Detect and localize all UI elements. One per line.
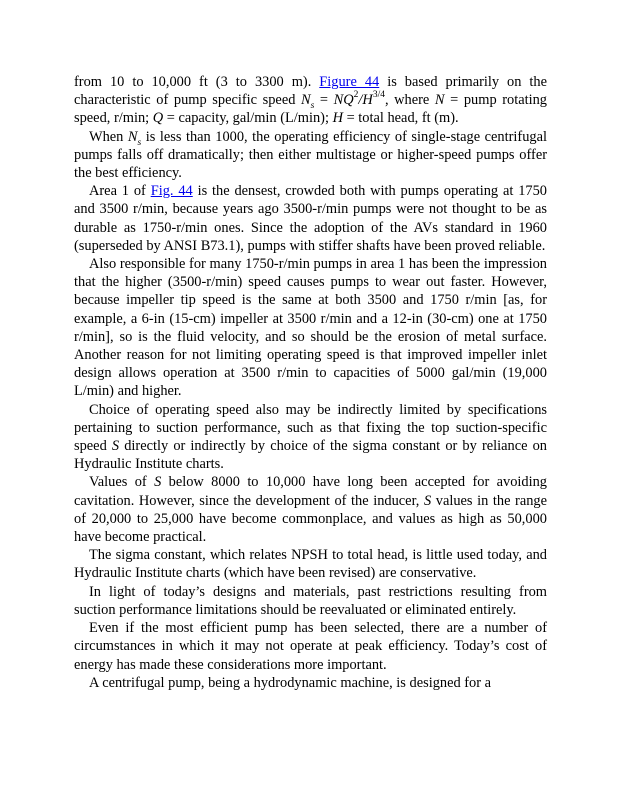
symbol-q: Q: [152, 110, 164, 127]
paragraph-sigma: The sigma constant, which relates NPSH to total head, is little used today, and Hydraulic Institute charts (which have been revised) are conservative.: [74, 547, 547, 582]
document-page: [74, 73, 547, 692]
text-run: directly or indirectly by choice of the sigma constant or by reliance on Hydraulic Institute charts.: [74, 438, 547, 473]
text-run: values in the range of 20,000 to 25,000 have become commonplace, and values as high as 50,000 have become practical.: [74, 492, 547, 546]
symbol-n: N: [127, 128, 138, 145]
fig-44-link[interactable]: Fig. 44: [150, 183, 193, 200]
symbol-s: S: [154, 474, 162, 491]
superscript-3-4: 3/4: [372, 90, 385, 101]
paragraph-wear: Also responsible for many 1750-r/min pumps in area 1 has been the impression that the higher (3500-r/min) speed causes pumps to wear out faster. However, because impeller tip speed is the same at both 3500 and 1750 r/min [as, for example, a 6-in (15-cm) impeller at 3500 r/min and a 12-in (30-cm) one at 1750 r/min], so is the fluid velocity, and so should be the erosion of metal surface. Another reason for not limiting operating speed is that improved impeller inlet design allows operation at 3500 r/min to capacities of 5000 gal/min (19,000 L/min) and higher.: [74, 256, 547, 400]
text-run: Area 1 of: [89, 183, 151, 200]
paragraph-cavitation: [74, 473, 547, 546]
subscript-s: s: [137, 137, 142, 148]
text-run: is based primarily on the characteristic of pump specific speed: [74, 74, 548, 109]
symbol-h: /H: [358, 92, 373, 109]
text-run: =: [314, 92, 334, 109]
text-run: Values of: [89, 474, 155, 491]
text-run: = pump rotating speed, r/min;: [74, 92, 548, 127]
text-run: Choice of operating speed also may be indirectly limited by specifications pertaining to suction performance, such as that fixing the top suction-specific speed: [74, 401, 547, 455]
text-run: is less than 1000, the operating efficiency of single-stage centrifugal pumps falls off dramatically; then either multistage or higher-speed pumps offer the best efficiency.: [74, 128, 547, 182]
symbol-s: S: [423, 492, 432, 509]
symbol-n: N: [434, 92, 445, 109]
text-run: = capacity, gal/min (L/min);: [163, 110, 333, 127]
subscript-s: s: [310, 101, 315, 112]
paragraph-hydrodynamic: A centrifugal pump, being a hydrodynamic machine, is designed for a: [89, 674, 492, 691]
paragraph-specific-speed: [74, 73, 547, 128]
paragraph-operating-speed: [74, 401, 547, 474]
text-run: from 10 to 10,000 ft (3 to 3300 m).: [74, 74, 320, 90]
paragraph-area-1: [74, 182, 547, 255]
figure-44-link[interactable]: Figure 44: [319, 74, 380, 90]
superscript-2: 2: [353, 90, 359, 101]
paragraph-peak-efficiency: Even if the most efficient pump has been selected, there are a number of circumstances in which it may not operate at peak efficiency. Today’s cost of energy has made these considerations more important.: [74, 620, 547, 673]
text-run: below 8000 to 10,000 have long been accepted for avoiding cavitation. However, since the development of the inducer,: [74, 474, 547, 509]
symbol-n: N: [301, 92, 311, 109]
paragraph-efficiency: [74, 128, 547, 183]
symbol-nq: NQ: [333, 92, 354, 109]
text-run: = total head, ft (m).: [342, 110, 459, 127]
paragraph-restrictions: In light of today’s designs and materials, past restrictions resulting from suction performance limitations should be reevaluated or eliminated entirely.: [74, 583, 547, 618]
symbol-s: S: [111, 438, 120, 455]
text-run: When: [89, 128, 128, 145]
text-run: is the densest, crowded both with pumps operating at 1750 and 3500 r/min, because years ago 3500-r/min pumps were not thought to be as durable as 1750-r/min ones. Since the adoption of the AVs standard in 1960 (superseded by ANSI B73.1), pumps with stiffer shafts have been proved reliable.: [74, 183, 547, 254]
symbol-h: H: [332, 110, 343, 127]
text-run: , where: [384, 92, 435, 109]
